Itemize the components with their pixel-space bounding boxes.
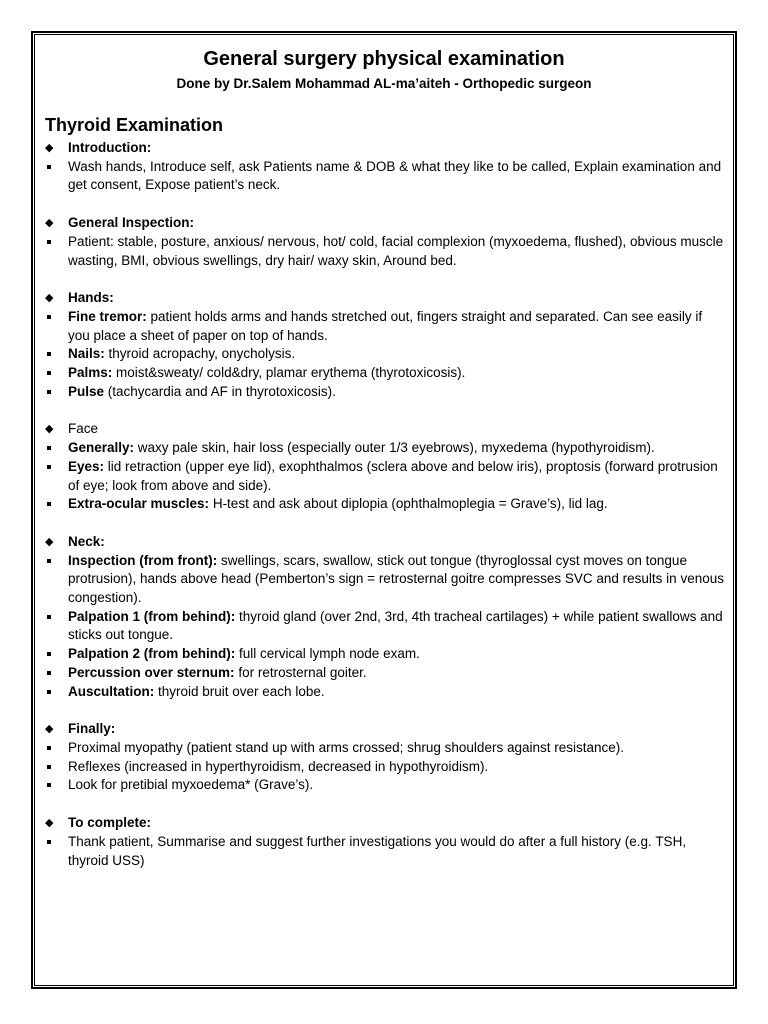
item-label: Palpation 2 (from behind): xyxy=(68,646,236,662)
square-bullet-icon xyxy=(47,502,51,506)
diamond-bullet-icon: ◆ xyxy=(45,423,54,436)
item-label: Palpation 1 (from behind): xyxy=(68,608,236,624)
item-label: Extra-ocular muscles: xyxy=(68,496,210,512)
item-text: Wash hands, Introduce self, ask Patients name & DOB & what they like to be called, Explain examination and get consent, Expose patient’s neck. xyxy=(68,158,722,193)
item-label: Pulse xyxy=(68,383,105,399)
square-bullet-icon xyxy=(47,371,51,375)
list-item xyxy=(45,739,725,758)
section-6 xyxy=(45,814,725,870)
item-text: Thank patient, Summarise and suggest further investigations you would do after a full history (e.g. TSH, thyroid USS) xyxy=(68,833,687,868)
item-label: Generally: xyxy=(68,440,135,456)
square-bullet-icon xyxy=(47,671,51,675)
diamond-bullet-icon: ◆ xyxy=(45,535,54,548)
square-bullet-icon xyxy=(47,315,51,319)
item-text: thyroid acropachy, onycholysis. xyxy=(104,346,296,362)
item-text: swellings, scars, swallow, stick out tongue (thyroglossal cyst moves on tongue protrusion), hands above head (Pemberton’s sign = retrosternal goitre compresses SVC and results in venous congestion). xyxy=(68,552,724,606)
section-heading xyxy=(45,289,725,308)
item-text: Patient: stable, posture, anxious/ nervous, hot/ cold, facial complexion (myxoedema, flushed), obvious muscle wasting, BMI, obvious swellings, dry hair/ waxy skin, Around bed. xyxy=(68,233,724,268)
square-bullet-icon xyxy=(47,240,51,244)
section-1 xyxy=(45,214,725,270)
square-bullet-icon xyxy=(47,559,51,563)
item-text: full cervical lymph node exam. xyxy=(235,646,420,662)
section-heading-text: Face xyxy=(68,421,99,437)
square-bullet-icon xyxy=(47,446,51,450)
square-bullet-icon xyxy=(47,390,51,394)
square-bullet-icon xyxy=(47,690,51,694)
section-4 xyxy=(45,533,725,701)
square-bullet-icon xyxy=(47,840,51,844)
list-item xyxy=(45,364,725,383)
section-heading xyxy=(45,533,725,552)
item-label: Fine tremor: xyxy=(68,308,147,324)
item-text: thyroid gland (over 2nd, 3rd, 4th tracheal cartilages) + while patient swallows and sticks out tongue. xyxy=(68,608,723,643)
square-bullet-icon xyxy=(47,465,51,469)
section-heading xyxy=(45,420,725,439)
item-text: waxy pale skin, hair loss (especially outer 1/3 eyebrows), myxedema (hypothyroidism). xyxy=(134,440,655,456)
item-text: H-test and ask about diplopia (ophthalmoplegia = Grave’s), lid lag. xyxy=(209,496,608,512)
section-3 xyxy=(45,420,725,514)
section-heading-text: Introduction: xyxy=(68,140,152,155)
list-item xyxy=(45,664,725,683)
item-label: Eyes: xyxy=(68,458,105,474)
list-item xyxy=(45,158,725,195)
list-item xyxy=(45,233,725,270)
item-label: Palms: xyxy=(68,365,113,381)
section-heading xyxy=(45,214,725,233)
item-text: for retrosternal goiter. xyxy=(234,664,367,680)
list-item xyxy=(45,758,725,777)
item-label: Nails: xyxy=(68,346,105,362)
document-subtitle: Done by Dr.Salem Mohammad AL-ma’aiteh - Orthopedic surgeon xyxy=(176,76,592,91)
list-item xyxy=(45,645,725,664)
section-heading xyxy=(45,814,725,833)
square-bullet-icon xyxy=(47,783,51,787)
section-title: Thyroid Examination xyxy=(45,115,224,135)
list-item xyxy=(45,383,725,402)
square-bullet-icon xyxy=(47,765,51,769)
item-label: Percussion over sternum: xyxy=(68,664,235,680)
section-heading xyxy=(45,139,725,158)
list-item xyxy=(45,495,725,514)
item-text: patient holds arms and hands stretched out, fingers straight and separated. Can see easily if you place a sheet of paper on top of hands. xyxy=(68,308,703,343)
diamond-bullet-icon: ◆ xyxy=(45,217,54,230)
list-item xyxy=(45,776,725,795)
square-bullet-icon xyxy=(47,746,51,750)
section-5 xyxy=(45,720,725,795)
square-bullet-icon xyxy=(47,652,51,656)
list-item xyxy=(45,608,725,645)
diamond-bullet-icon: ◆ xyxy=(45,142,54,154)
section-heading-text: Hands: xyxy=(68,290,114,306)
list-item xyxy=(45,552,725,608)
item-text: thyroid bruit over each lobe. xyxy=(154,683,325,699)
list-item xyxy=(45,439,725,458)
list-item xyxy=(45,683,725,702)
list-item xyxy=(45,833,725,870)
item-text: moist&sweaty/ cold&dry, plamar erythema (thyrotoxicosis). xyxy=(112,365,466,381)
item-text: Look for pretibial myxoedema* (Grave’s). xyxy=(68,777,314,793)
section-2 xyxy=(45,289,725,401)
section-heading xyxy=(45,720,725,739)
square-bullet-icon xyxy=(47,352,51,356)
item-text: Reflexes (increased in hyperthyroidism, decreased in hypothyroidism). xyxy=(68,758,489,774)
item-text: lid retraction (upper eye lid), exophthalmos (sclera above and below iris), proptosis (forward protrusion of eye; look from above and side). xyxy=(68,458,718,493)
section-heading-text: Neck: xyxy=(68,533,105,549)
diamond-bullet-icon: ◆ xyxy=(45,292,54,305)
square-bullet-icon xyxy=(47,165,51,169)
section-0 xyxy=(45,139,725,195)
square-bullet-icon xyxy=(47,615,51,619)
list-item xyxy=(45,345,725,364)
section-heading-text: To complete: xyxy=(68,815,152,831)
item-text: (tachycardia and AF in thyrotoxicosis). xyxy=(104,383,336,399)
diamond-bullet-icon: ◆ xyxy=(45,817,54,830)
item-label: Auscultation: xyxy=(68,683,155,699)
list-item xyxy=(45,458,725,495)
diamond-bullet-icon: ◆ xyxy=(45,723,54,736)
list-item xyxy=(45,308,725,345)
item-label: Inspection (from front): xyxy=(68,552,218,568)
document-title: General surgery physical examination xyxy=(203,48,565,70)
content-body xyxy=(45,139,725,889)
section-heading-text: Finally: xyxy=(68,721,116,737)
section-heading-text: General Inspection: xyxy=(68,215,195,231)
item-text: Proximal myopathy (patient stand up with arms crossed; shrug shoulders against resistance). xyxy=(68,739,625,755)
